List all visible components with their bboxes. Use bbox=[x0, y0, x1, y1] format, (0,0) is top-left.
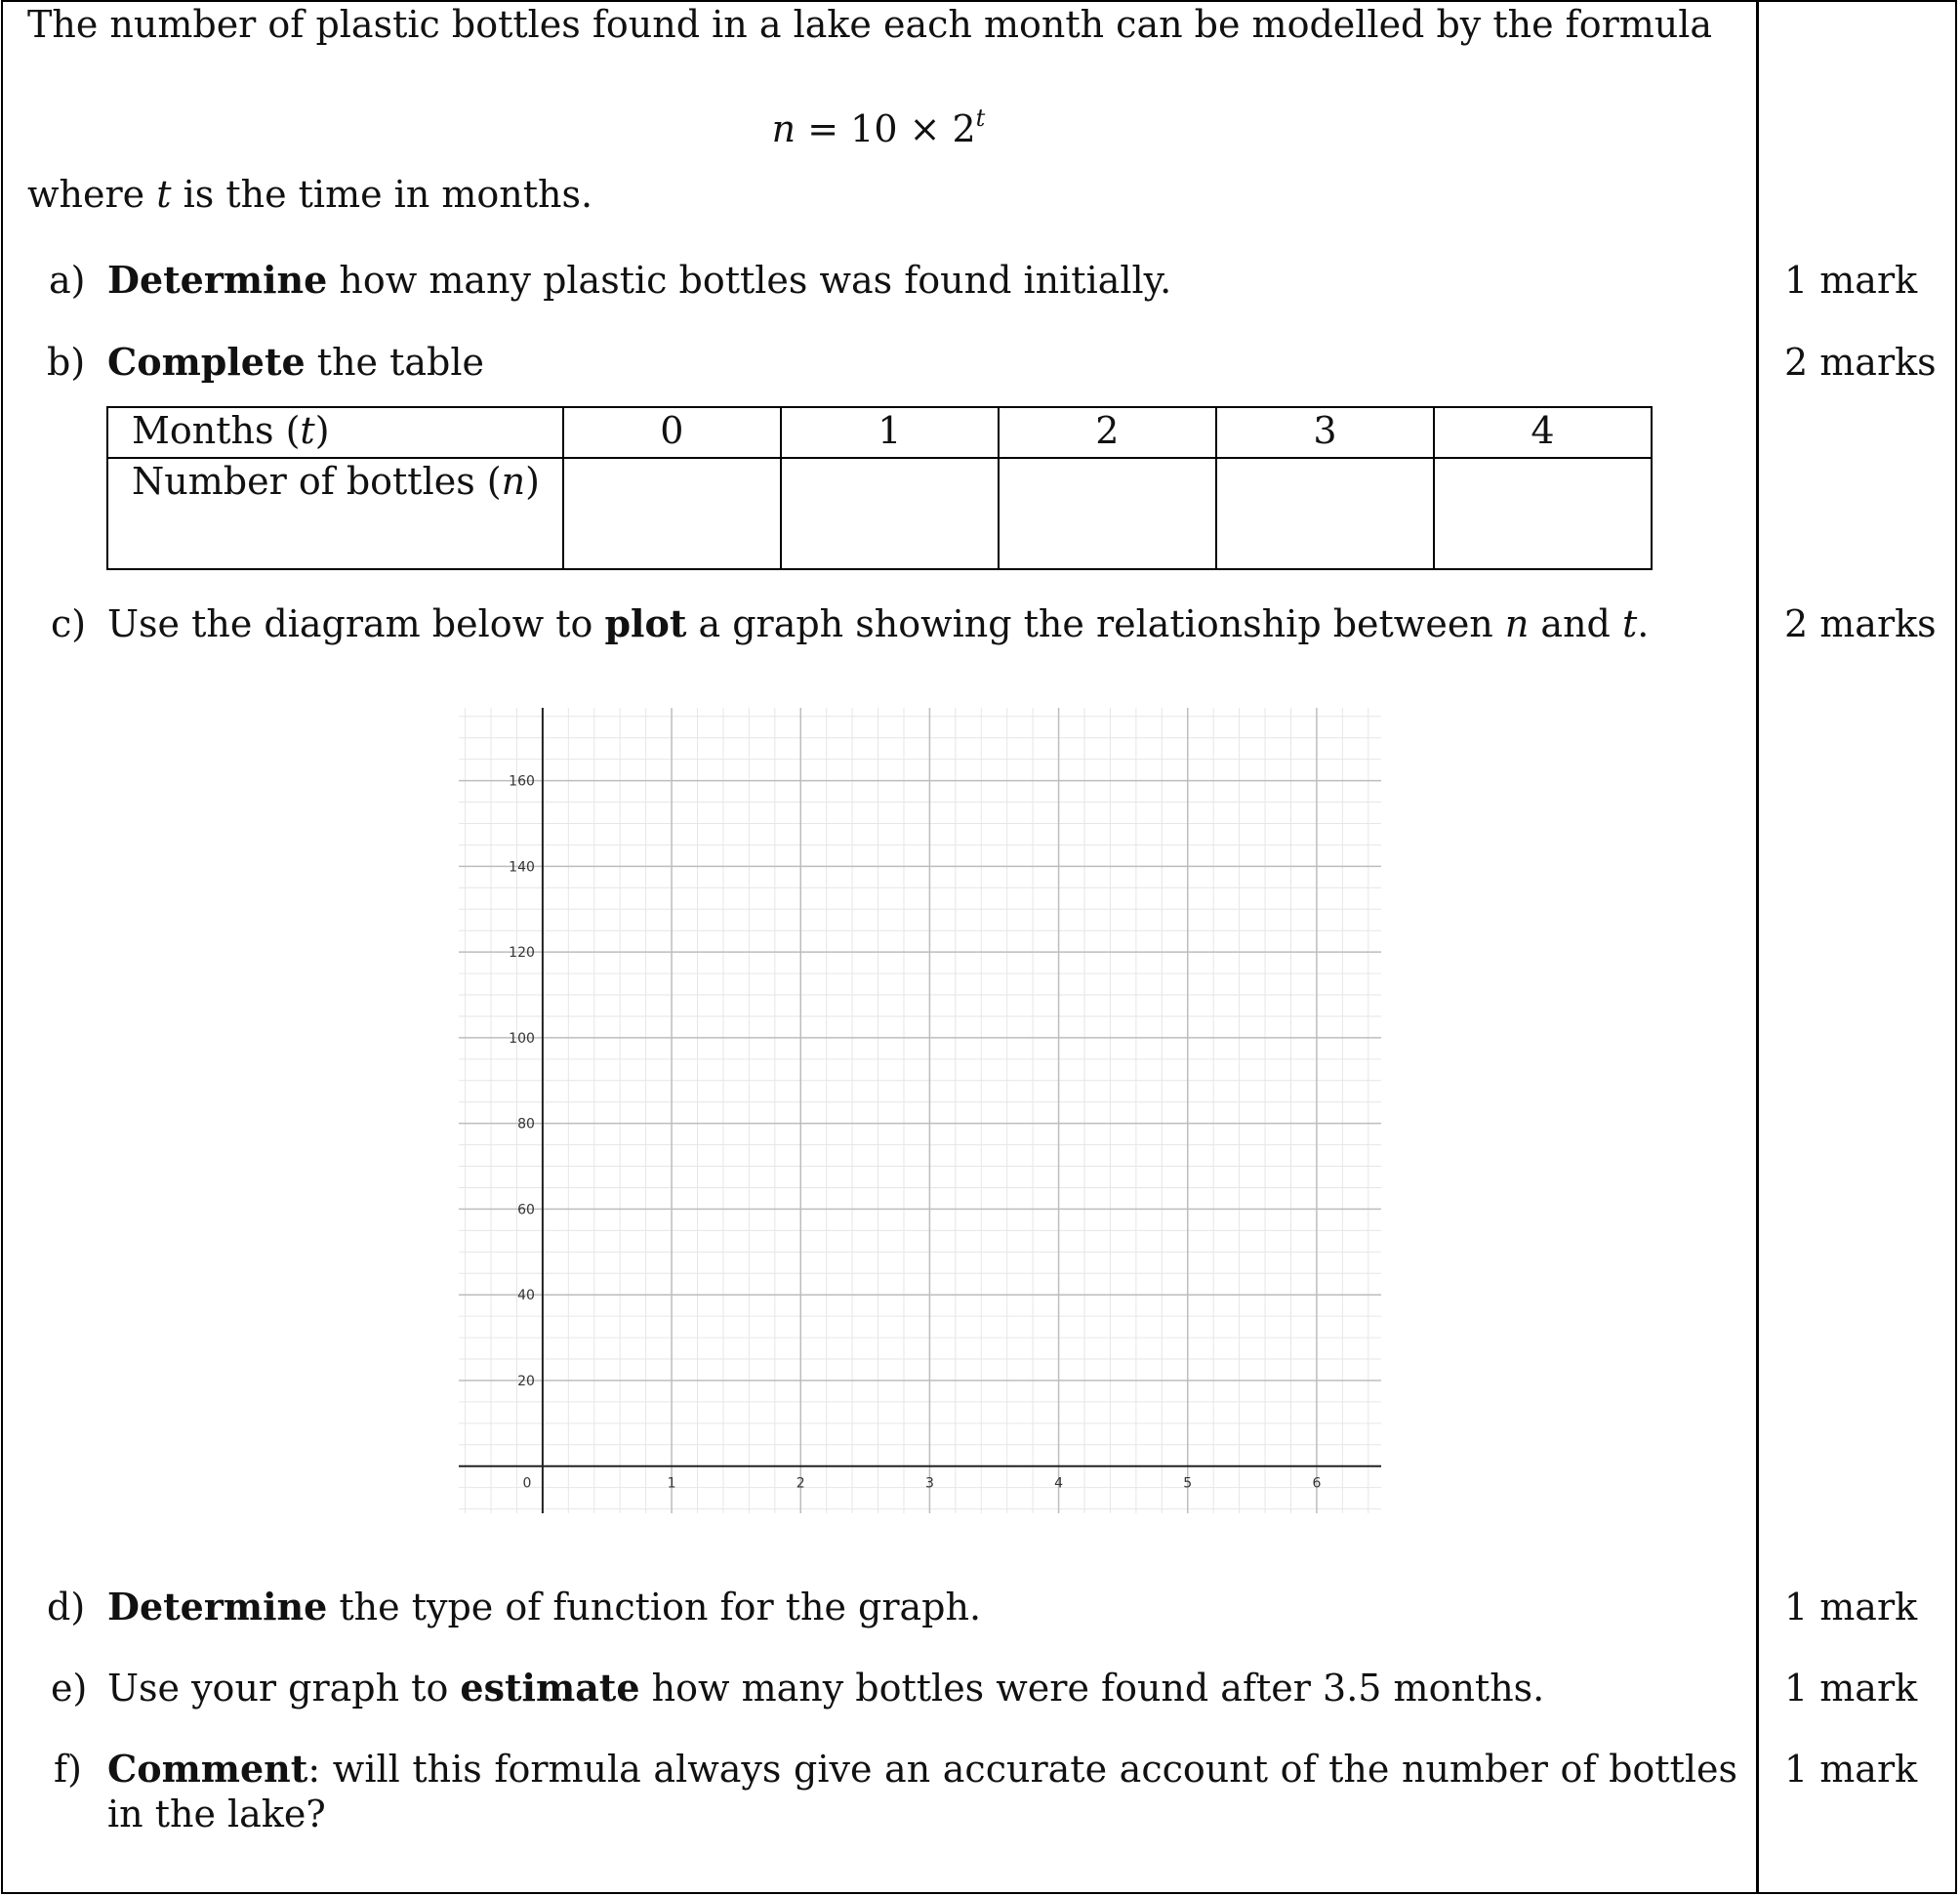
month-cell: 4 bbox=[1434, 407, 1652, 458]
formula-variable-n: n bbox=[771, 107, 796, 150]
month-cell: 1 bbox=[781, 407, 999, 458]
bottles-header: Number of bottles (n) bbox=[107, 458, 563, 569]
month-cell: 0 bbox=[563, 407, 781, 458]
x-tick-label: 3 bbox=[924, 1475, 934, 1492]
month-cell: 2 bbox=[999, 407, 1216, 458]
y-tick-label: 80 bbox=[517, 1116, 535, 1133]
question-a-marks: 1 mark bbox=[1784, 259, 1918, 302]
x-tick-label: 6 bbox=[1312, 1475, 1322, 1492]
question-c-label: c) bbox=[51, 602, 87, 645]
x-tick-label: 2 bbox=[796, 1475, 805, 1492]
question-d-text: Determine the type of function for the graph. bbox=[107, 1585, 982, 1628]
y-tick-label: 60 bbox=[517, 1202, 535, 1218]
y-tick-label: 100 bbox=[509, 1030, 535, 1047]
formula-exponent: t bbox=[975, 104, 986, 132]
y-tick-label: 160 bbox=[509, 773, 535, 790]
question-a-text: Determine how many plastic bottles was found initially. bbox=[107, 258, 1172, 302]
question-d-label: d) bbox=[47, 1586, 86, 1628]
where-text: where t is the time in months. bbox=[27, 173, 593, 216]
x-tick-label: 1 bbox=[667, 1475, 676, 1492]
intro-text: The number of plastic bottles found in a lake each month can be modelled by the formula bbox=[27, 3, 1713, 46]
question-c-text: Use the diagram below to plot a graph showing the relationship between n and t. bbox=[107, 601, 1650, 645]
question-d-marks: 1 mark bbox=[1784, 1586, 1918, 1628]
question-a-label: a) bbox=[49, 259, 86, 302]
formula-expression: = 10 × 2 bbox=[796, 107, 976, 150]
y-tick-label: 20 bbox=[517, 1373, 535, 1389]
question-e-marks: 1 mark bbox=[1784, 1667, 1918, 1710]
question-b-text: Complete the table bbox=[107, 340, 485, 384]
y-tick-label: 40 bbox=[517, 1288, 535, 1304]
y-tick-label: 140 bbox=[509, 859, 535, 876]
x-tick-label: 4 bbox=[1054, 1475, 1064, 1492]
question-c-marks: 2 marks bbox=[1784, 602, 1937, 645]
question-f-label: f) bbox=[54, 1748, 82, 1791]
origin-tick-label: 0 bbox=[522, 1475, 532, 1492]
question-e-text: Use your graph to estimate how many bottles were found after 3.5 months. bbox=[107, 1666, 1545, 1710]
y-tick-label: 120 bbox=[509, 945, 535, 962]
question-b-marks: 2 marks bbox=[1784, 341, 1937, 384]
question-f-marks: 1 mark bbox=[1784, 1748, 1918, 1791]
question-f-text: Comment: will this formula always give an accurate account of the number of bottles in the lake? bbox=[107, 1747, 1737, 1835]
x-tick-label: 5 bbox=[1183, 1475, 1193, 1492]
question-b-label: b) bbox=[47, 341, 86, 384]
month-cell: 3 bbox=[1216, 407, 1434, 458]
question-e-label: e) bbox=[51, 1667, 88, 1710]
months-header: Months (t) bbox=[107, 407, 563, 458]
